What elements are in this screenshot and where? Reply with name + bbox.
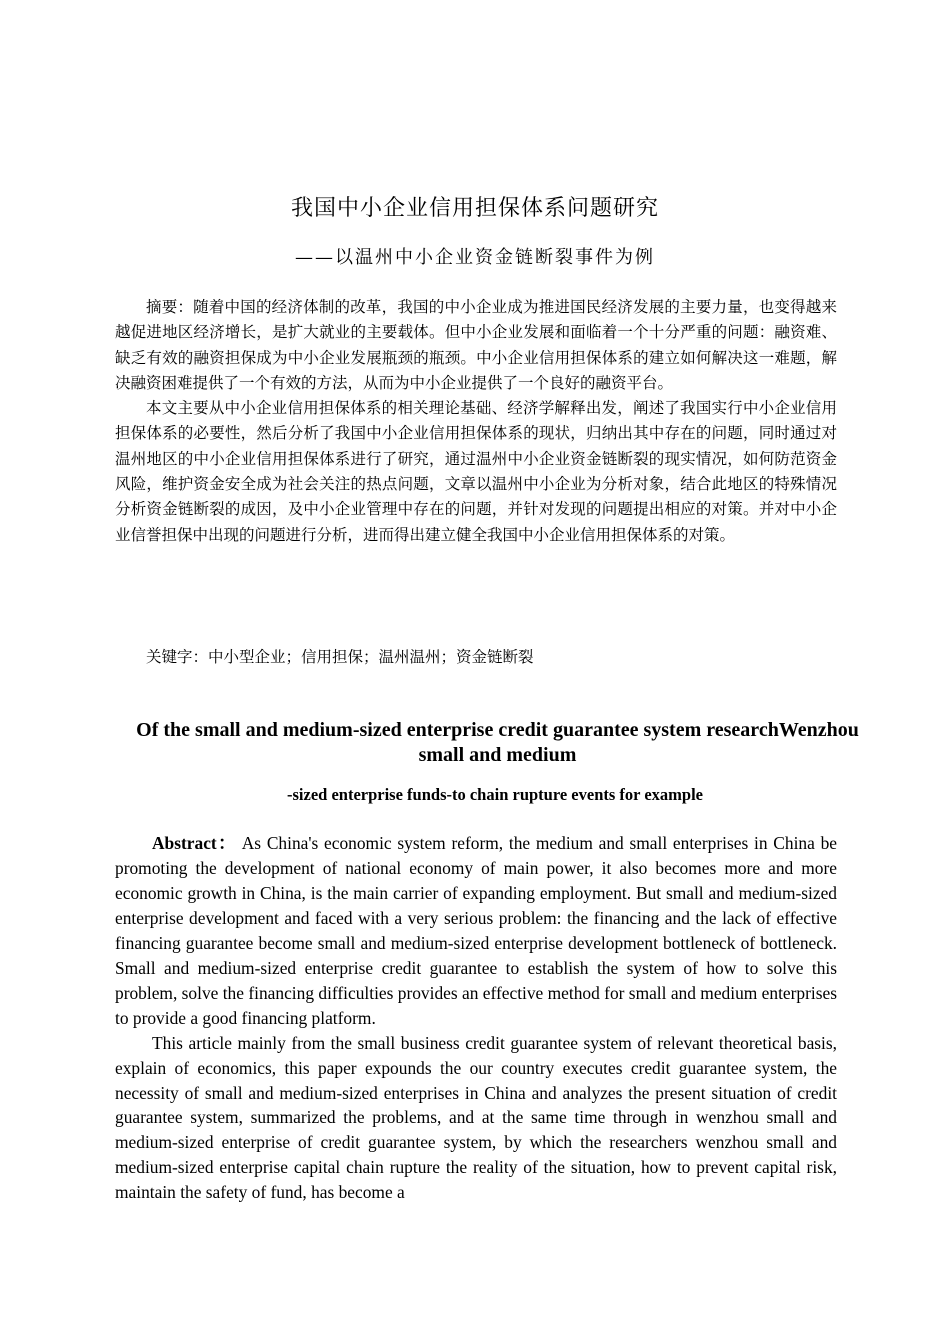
chinese-abstract-paragraph-1 <box>115 295 837 396</box>
english-subtitle: -sized enterprise funds-to chain rupture events for example <box>287 785 703 804</box>
chinese-keywords-label: 关键字： <box>146 648 209 666</box>
chinese-keywords <box>115 645 837 670</box>
chinese-title: 我国中小企业信用担保体系问题研究 <box>290 196 659 221</box>
english-abstract <box>115 831 837 1205</box>
chinese-abstract-paragraph-2: 本文主要从中小企业信用担保体系的相关理论基础、经济学解释出发，阐述了我国实行中小企业信用担保体系的必要性，然后分析了我国中小企业信用担保体系的现状，归纳出其中存在的问题，同时通过对温州地区的中小企业信用担保体系进行了研究，通过温州中小企业资金链断裂的现实情况，如何防范资金风险，维护资金安全成为社会关注的热点问题，文章以温州中小企业为分析对象，结合此地区的特殊情况分析资金链断裂的成因，及中小企业管理中存在的问题，并针对发现的问题提出相应的对策。并对中小企业信誉担保中出现的问题进行分析，进而得出建立健全我国中小企业信用担保体系的对策。 <box>115 399 837 544</box>
english-abstract-paragraph-2: This article mainly from the small business credit guarantee system of relevant theoretical basis, explain of economics, this paper expounds the our country executes credit guarantee system, the necessity of small and medium-sized enterprises in China and analyzes the present situation of credit guarantee system, summarized the problems, and at the same time through in wenzhou small and medium-sized enterprise of credit guarantee system, by which the researchers wenzhou small and medium-sized enterprise capital chain rupture the reality of the situation, how to prevent capital risk, maintain the safety of fund, has become a <box>115 1032 837 1203</box>
english-title: Of the small and medium-sized enterprise credit guarantee system researchWenzhou small and medium <box>136 719 859 766</box>
chinese-abstract-text-1: 随着中国的经济体制的改革，我国的中小企业成为推进国民经济发展的主要力量，也变得越来越促进地区经济增长，是扩大就业的主要载体。但中小企业发展和面临着一个十分严重的问题：融资难、缺乏有效的融资担保成为中小企业发展瓶颈的瓶颈。中小企业信用担保体系的建立如何解决这一难题，解决融资困难提供了一个有效的方法，从而为中小企业提供了一个良好的融资平台。 <box>115 298 837 392</box>
english-abstract-text-1: As China's economic system reform, the medium and small enterprises in China be promoting the development of national economy of main power, it also becomes more and more economic growth in China, is the main carrier of expanding employment. But small and medium-sized enterprise development and faced with a very serious problem: the financing and the lack of effective financing guarantee become small and medium-sized enterprise development bottleneck of bottleneck. Small and medium-sized enterprise credit guarantee to establish the system of how to solve this problem, solve the financing difficulties provides an effective method for small and medium enterprises to provide a good financing platform. <box>115 833 838 1028</box>
chinese-keywords-text: 中小型企业；信用担保；温州温州；资金链断裂 <box>208 648 534 666</box>
chinese-subtitle: ——以温州中小企业资金链断裂事件为例 <box>295 247 655 268</box>
chinese-abstract <box>115 295 837 548</box>
english-abstract-paragraph-1 <box>115 831 837 1031</box>
chinese-abstract-label: 摘要： <box>146 298 194 316</box>
english-abstract-label: Abstract： <box>152 833 237 853</box>
